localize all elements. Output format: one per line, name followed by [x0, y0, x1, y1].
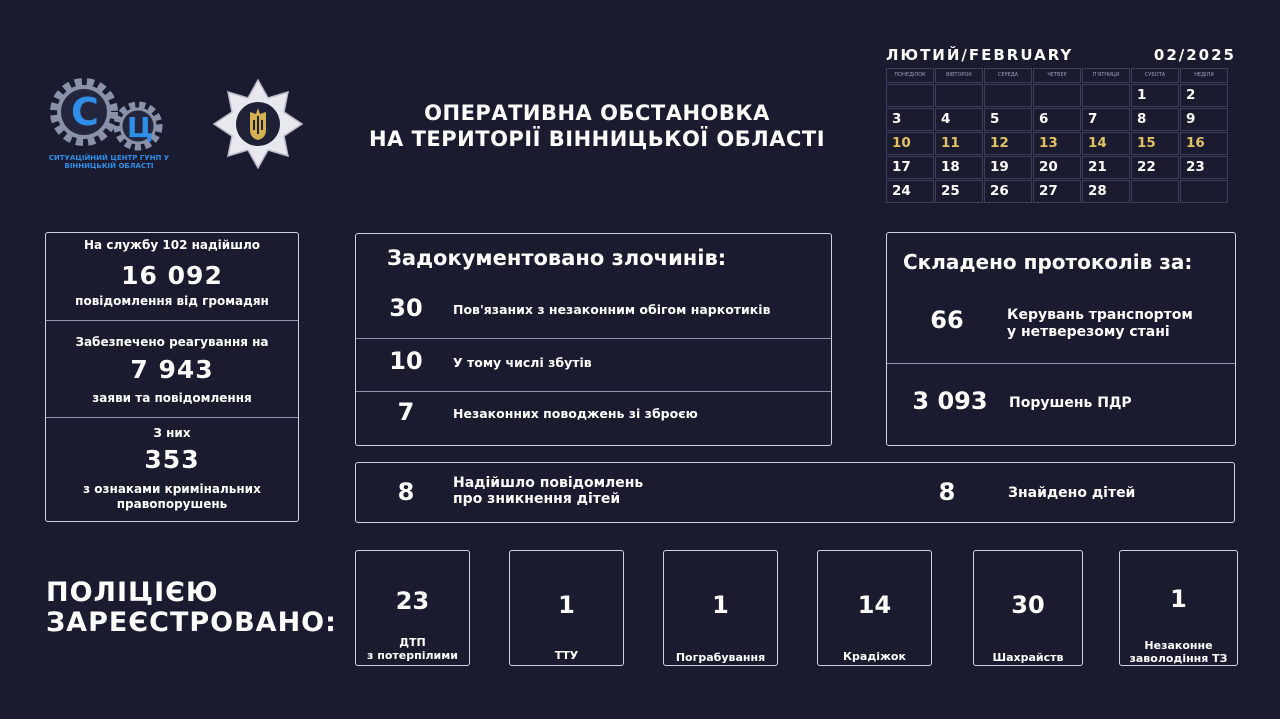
- crime-label: Незаконних поводжень зі зброєю: [453, 406, 698, 421]
- registered-value: 14: [857, 591, 892, 619]
- situation-center-logo: [46, 74, 172, 170]
- registered-item-accidents: [355, 550, 470, 666]
- registered-value: 30: [1011, 591, 1045, 619]
- calendar-day: 16: [1180, 132, 1228, 155]
- registered-value: 23: [395, 587, 430, 615]
- criminal-label: З них: [153, 426, 191, 440]
- svg-text:Ц: Ц: [127, 111, 153, 144]
- registered-label-2: ТТУ: [554, 649, 579, 662]
- calendar-period: 02/2025: [1153, 46, 1236, 64]
- service-102-panel: [45, 232, 299, 522]
- calendar-day: 23: [1180, 156, 1228, 179]
- crime-value: 7: [397, 398, 415, 426]
- calendar-day: [1082, 84, 1130, 107]
- calls-received-label: На службу 102 надійшло: [84, 238, 260, 252]
- protocols-panel: [886, 232, 1236, 446]
- registered-title: [46, 578, 337, 638]
- divider: [46, 417, 298, 418]
- calendar-day: 3: [886, 108, 934, 131]
- registered-item-vehicle-seizure: [1119, 550, 1238, 666]
- criminal-sub-1: з ознаками кримінальних: [83, 482, 261, 496]
- title-line-2: НА ТЕРИТОРІЇ ВІННИЦЬКОЇ ОБЛАСТІ: [368, 127, 826, 151]
- calendar-week-row: [886, 84, 1236, 108]
- calendar-day: 15: [1131, 132, 1179, 155]
- crimes-title: Задокументовано злочинів:: [387, 246, 727, 270]
- calendar-weekday: П'ЯТНИЦЯ: [1082, 68, 1130, 83]
- found-children-value: 8: [938, 478, 956, 506]
- children-panel: [355, 462, 1235, 523]
- calls-received-sub: повідомлення від громадян: [75, 294, 269, 308]
- registered-item-ttu: [509, 550, 624, 666]
- police-emblem: [212, 78, 304, 170]
- registered-label-2: Пограбування: [675, 651, 766, 664]
- calendar-day: [935, 84, 983, 107]
- calendar-day: [886, 84, 934, 107]
- calendar-weekday: ЧЕТВЕР: [1033, 68, 1081, 83]
- protocols-title: Складено протоколів за:: [903, 250, 1193, 274]
- responses-label: Забезпечено реагування на: [75, 335, 269, 349]
- calendar-week-row: [886, 180, 1236, 204]
- calendar-weekday-row: [886, 68, 1236, 84]
- calendar-day: 20: [1033, 156, 1081, 179]
- traffic-violations-label: Порушень ПДР: [1009, 395, 1132, 411]
- calendar-day: 5: [984, 108, 1032, 131]
- drunk-driving-value: 66: [930, 306, 964, 334]
- police-star-icon: [212, 78, 304, 170]
- registered-item-fraud: [973, 550, 1083, 666]
- calendar-day: 10: [886, 132, 934, 155]
- calendar-day: [984, 84, 1032, 107]
- calendar-day: 7: [1082, 108, 1130, 131]
- registered-label-2: Шахрайств: [992, 651, 1064, 664]
- calendar-day: 12: [984, 132, 1032, 155]
- calls-received-value: 16 092: [121, 261, 223, 290]
- registered-item-theft: [817, 550, 932, 666]
- calendar-week-row: [886, 156, 1236, 180]
- registered-value: 1: [558, 591, 575, 619]
- calendar-day: [1180, 180, 1228, 203]
- calendar-weekday: ВІВТОРОК: [935, 68, 983, 83]
- missing-children-label-1: Надійшло повідомлень: [453, 475, 644, 491]
- calendar-day: 14: [1082, 132, 1130, 155]
- drunk-driving-label: [1007, 307, 1193, 341]
- registered-value: 1: [712, 591, 729, 619]
- criminal-value: 353: [144, 445, 200, 474]
- crime-label: У тому числі збутів: [453, 355, 592, 370]
- calendar-week-row: [886, 108, 1236, 132]
- divider: [46, 320, 298, 321]
- drunk-driving-label-2: у нетверезому стані: [1007, 324, 1170, 340]
- calendar-day: 1: [1131, 84, 1179, 107]
- missing-children-label: [453, 475, 643, 507]
- svg-text:С: С: [71, 90, 99, 134]
- calendar-day: 26: [984, 180, 1032, 203]
- calendar-day: 24: [886, 180, 934, 203]
- calendar-weekday: СЕРЕДА: [984, 68, 1032, 83]
- crime-value: 10: [389, 347, 423, 375]
- calendar-day: 6: [1033, 108, 1081, 131]
- calendar-weekday: ПОНЕДІЛОК: [886, 68, 934, 83]
- responses-sub: заяви та повідомлення: [92, 391, 252, 405]
- documented-crimes-panel: [355, 233, 832, 446]
- calendar-day: 11: [935, 132, 983, 155]
- crime-value: 30: [389, 294, 423, 322]
- calendar-day: 25: [935, 180, 983, 203]
- calendar-day: [1131, 180, 1179, 203]
- calendar-day: 13: [1033, 132, 1081, 155]
- month-calendar: [886, 44, 1236, 204]
- calendar-day: 18: [935, 156, 983, 179]
- calendar-grid: [886, 68, 1236, 204]
- registered-title-1: ПОЛІЦІЄЮ: [46, 577, 219, 608]
- calendar-day: 27: [1033, 180, 1081, 203]
- calendar-day: 9: [1180, 108, 1228, 131]
- registered-label-1: ДТП: [399, 636, 426, 649]
- calendar-day: [1033, 84, 1081, 107]
- found-children-label: Знайдено дітей: [1008, 485, 1136, 501]
- missing-children-value: 8: [397, 478, 415, 506]
- criminal-sub-2: правопорушень: [116, 497, 228, 511]
- divider: [887, 363, 1235, 364]
- registered-value: 1: [1170, 585, 1187, 613]
- logo-caption: СИТУАЦІЙНИЙ ЦЕНТР ГУНП У ВІННИЦЬКІЙ ОБЛАСТІ: [48, 154, 170, 170]
- calendar-day: 4: [935, 108, 983, 131]
- page-title: [330, 100, 864, 152]
- calendar-weekday: СУБОТА: [1131, 68, 1179, 83]
- responses-value: 7 943: [130, 355, 214, 384]
- calendar-day: 22: [1131, 156, 1179, 179]
- calendar-day: 8: [1131, 108, 1179, 131]
- registered-item-robbery: [663, 550, 778, 666]
- calendar-day: 28: [1082, 180, 1130, 203]
- calendar-day: 17: [886, 156, 934, 179]
- calendar-week-row: [886, 132, 1236, 156]
- title-line-1: ОПЕРАТИВНА ОБСТАНОВКА: [424, 101, 770, 125]
- divider: [356, 338, 831, 339]
- calendar-day: 19: [984, 156, 1032, 179]
- drunk-driving-label-1: Керувань транспортом: [1007, 307, 1193, 323]
- calendar-day: 21: [1082, 156, 1130, 179]
- registered-title-2: ЗАРЕЄСТРОВАНО:: [46, 607, 337, 638]
- divider: [356, 391, 831, 392]
- missing-children-label-2: про зникнення дітей: [453, 491, 621, 507]
- registered-label-2: Крадіжок: [843, 650, 906, 663]
- traffic-violations-value: 3 093: [912, 387, 988, 415]
- registered-label-2: з потерпілими: [367, 649, 458, 662]
- calendar-month: ЛЮТИЙ/FEBRUARY: [886, 46, 1074, 64]
- calendar-weekday: НЕДІЛЯ: [1180, 68, 1228, 83]
- crime-label: Пов'язаних з незаконним обігом наркотиків: [453, 302, 771, 317]
- registered-label-1: Незаконне: [1144, 639, 1213, 652]
- registered-label-2: заволодіння ТЗ: [1129, 652, 1228, 665]
- calendar-day: 2: [1180, 84, 1228, 107]
